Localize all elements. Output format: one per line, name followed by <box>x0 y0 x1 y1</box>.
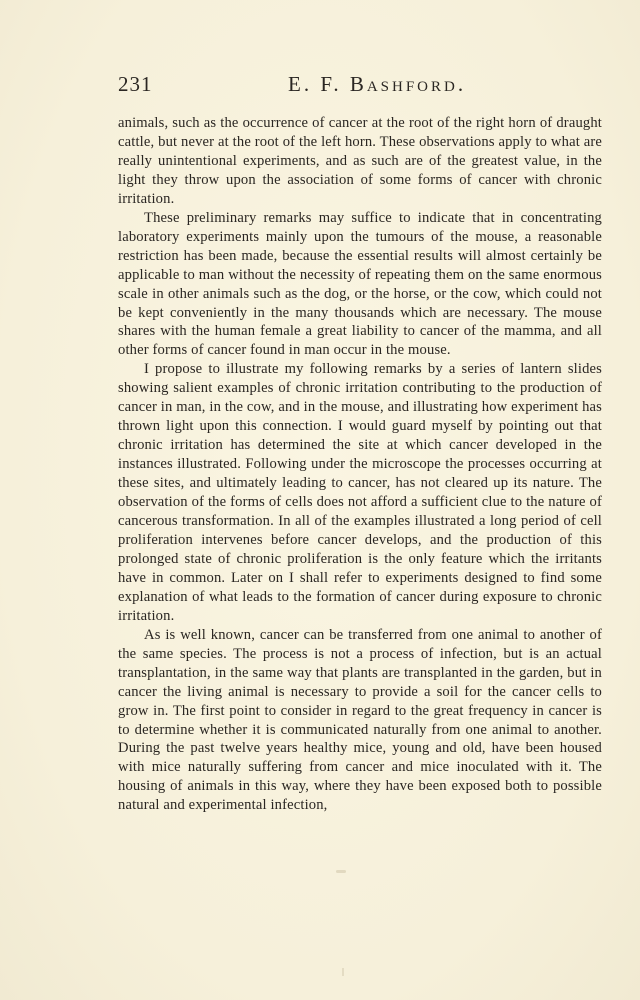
paper-speck <box>336 870 346 873</box>
page-number: 231 <box>118 72 153 96</box>
running-title: E. F. Bashford. <box>288 72 467 96</box>
paper-speck <box>342 968 344 976</box>
paragraph-4: As is well known, cancer can be transferred from one animal to another of the same species. The process is not a process of infection, but is an actual transplantation, in the same way that plants are transplanted in the garden, but in cancer the living animal is necessary to provide a soil for the cancer cells to grow in. The first point to consider in regard to the great frequency in cancer is to determine whether it is communicated naturally from one animal to another. During the past twelve years healthy mice, young and old, have been housed with mice naturally suffering from cancer and mice inoculated with it. The housing of animals in this way, where they have been exposed both to possible natural and experimental infection, <box>118 626 602 814</box>
body-text <box>118 114 602 815</box>
paragraph-1: animals, such as the occurrence of cancer at the root of the right horn of draught cattle, but never at the root of the left horn. These observations apply to what are really unintentional experiments, and as such are of the greatest value, in the light they throw upon the association of some forms of cancer with chronic irritation. <box>118 115 602 207</box>
paragraph-3: I propose to illustrate my following remarks by a series of lantern slides showing salient examples of chronic irritation contributing to the production of cancer in man, in the cow, and in the mouse, and illustrating how experiment has thrown light upon this connection. I would guard myself by pointing out that chronic irritation has determined the site at which cancer developed in the instances illustrated. Following under the microscope the processes occurring at these sites, and ultimately leading to cancer, has not cleared up its nature. The observation of the forms of cells does not afford a sufficient clue to the nature of cancerous transformation. In all of the examples illustrated a long period of cell proliferation intervenes before cancer develops, and the production of this prolonged state of chronic proliferation is the only feature which the irritants have in common. Later on I shall refer to experiments designed to find some explanation of what leads to the formation of cancer during exposure to chronic irritation. <box>118 361 603 624</box>
running-head <box>118 72 602 98</box>
paragraph-2: These preliminary remarks may suffice to indicate that in concentrating laboratory experiments mainly upon the tumours of the mouse, a reasonable restriction has been made, because the essential results will almost certainly be applicable to man without the necessity of repeating them on the same enormous scale in other animals such as the dog, or the horse, or the cow, which could not be kept conveniently in the many thousands which are necessary. The mouse shares with the human female a great liability to cancer of the mamma, and all other forms of cancer found in man occur in the mouse. <box>118 209 602 359</box>
